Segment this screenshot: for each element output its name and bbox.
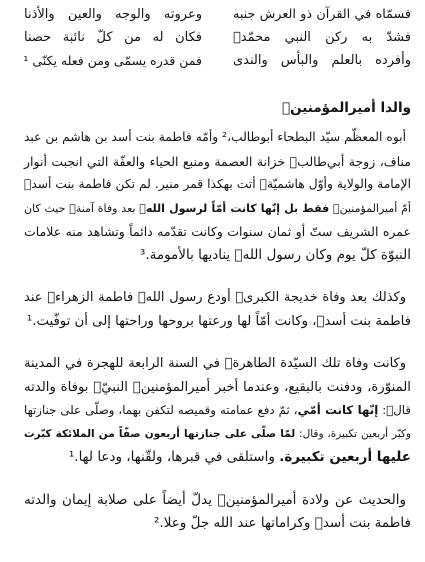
hemistich-right: وأفرده بالعلم والبأس والندى bbox=[233, 53, 411, 68]
text-line bbox=[24, 399, 411, 423]
text-run: أمّ أميرالمؤمنينؑ bbox=[329, 201, 411, 215]
bold-text-run: عليها أربعين تكبيرة. bbox=[279, 449, 411, 465]
text-run: المنوّرة، ودفنت بالبقيع، وعندما أخبر أميرالمؤمنينؑ النبيّؐ بوفاة والدته bbox=[24, 379, 411, 395]
text-run: ، ثمّ دفع عمامته وقميصه لتكفن بهما، وصلّى على جنازتها bbox=[24, 403, 298, 417]
text-line bbox=[24, 423, 411, 447]
poem-verse bbox=[24, 49, 411, 72]
text-run: الإمامة والولاية وأوّل هاشميّةؑ أتت بهكذا قمر منير. لم تكن فاطمة بنت أسدؑ bbox=[24, 177, 411, 191]
text-run: والحديث عن ولادة أميرالمؤمنينؑ يدلّ أيضاً على صلابة إيمان والدته bbox=[24, 491, 406, 508]
text-run: وكبّر أربعين تكبيرة، وقال: bbox=[295, 427, 411, 440]
text-line bbox=[24, 126, 411, 150]
text-run: النبوّة كلّ يوم وكان رسول اللهؐ يناديها بالأمومة.³ bbox=[139, 246, 411, 263]
body-text bbox=[24, 126, 411, 555]
text-run: وكذلك بعد وفاة خديجة الكبرىؑ أودع رسول اللهؐ فاطمة الزهراءؑ عند bbox=[24, 290, 406, 305]
text-run: فاطمة بنت أسدؑ، وكانت أمّاً لها ورعتها بروحها وراحتها إلى أن توفّيت.¹ bbox=[26, 313, 411, 329]
paragraph bbox=[24, 286, 411, 333]
text-run: قالؐ: bbox=[378, 403, 411, 417]
text-line bbox=[24, 446, 411, 470]
text-line bbox=[24, 310, 411, 334]
text-run: فاطمة بنت أسدؑ وكراماتها عند الله جلّ وعلا.² bbox=[153, 515, 411, 531]
text-run: وكانت وفاة تلك السيّدة الطاهرةؑ في السنة الرابعة للهجرة في المدينة bbox=[24, 356, 406, 371]
bold-text-run: لمّا صلّى على جنازتها أربعون صفّاً من الملائكة كبّرت bbox=[24, 427, 296, 440]
paragraph bbox=[24, 126, 411, 267]
text-line bbox=[24, 376, 411, 400]
text-line bbox=[24, 220, 411, 244]
poem-verse bbox=[24, 26, 411, 49]
text-run: مناف، زوجة أبي‌طالبؑ خزانة العصمة ومنبع الحياء والعفّة التي انجبت أنوار bbox=[24, 153, 411, 169]
text-run: عمره الشريف ستّ أو ثمان سنوات وكانت تقدّمه دائماً وتشاهد منه علامات bbox=[24, 224, 411, 239]
poem-block bbox=[24, 3, 411, 72]
text-line bbox=[24, 173, 411, 197]
text-line bbox=[24, 512, 411, 536]
bold-text-run: فقط بل إنّها كانت أمّاً لرسول اللهؐ bbox=[139, 201, 330, 215]
text-line bbox=[24, 352, 411, 376]
hemistich-left: فمن قدره يسمّى ومن فعله يكنّى ¹ bbox=[23, 53, 202, 68]
paragraph bbox=[24, 352, 411, 470]
text-line bbox=[24, 197, 411, 221]
text-line bbox=[24, 244, 411, 268]
hemistich-left: وعروته والوجه والعين والأذنا bbox=[24, 7, 202, 22]
text-run: أبوه المعظّم سيّد البطحاء أبوطالب،² وأمّه فاطمة بنت أسد بن هاشم بن عبد bbox=[24, 130, 406, 144]
hemistich-right: فسمّاه في القرآن ذو العرش جنبه bbox=[233, 7, 411, 22]
text-line bbox=[24, 150, 411, 174]
text-line bbox=[24, 489, 411, 513]
text-run: بعد وفاة آمنةؑ حيث كان bbox=[24, 201, 140, 215]
text-run: واستلقى في قبرها، ولقّنها، ودعا لها.¹ bbox=[68, 449, 280, 465]
hemistich-right: فشدّ به ركن النبي محمّدؐ bbox=[233, 30, 411, 45]
text-line bbox=[24, 286, 411, 310]
poem-verse bbox=[24, 3, 411, 26]
hemistich-left: فكان له من كلّ نائبة حصنا bbox=[24, 30, 202, 45]
paragraph bbox=[24, 489, 411, 536]
bold-text-run: إنّها كانت أمّي bbox=[297, 403, 379, 417]
section-heading: والدا أميرالمؤمنينؑ bbox=[282, 100, 411, 116]
